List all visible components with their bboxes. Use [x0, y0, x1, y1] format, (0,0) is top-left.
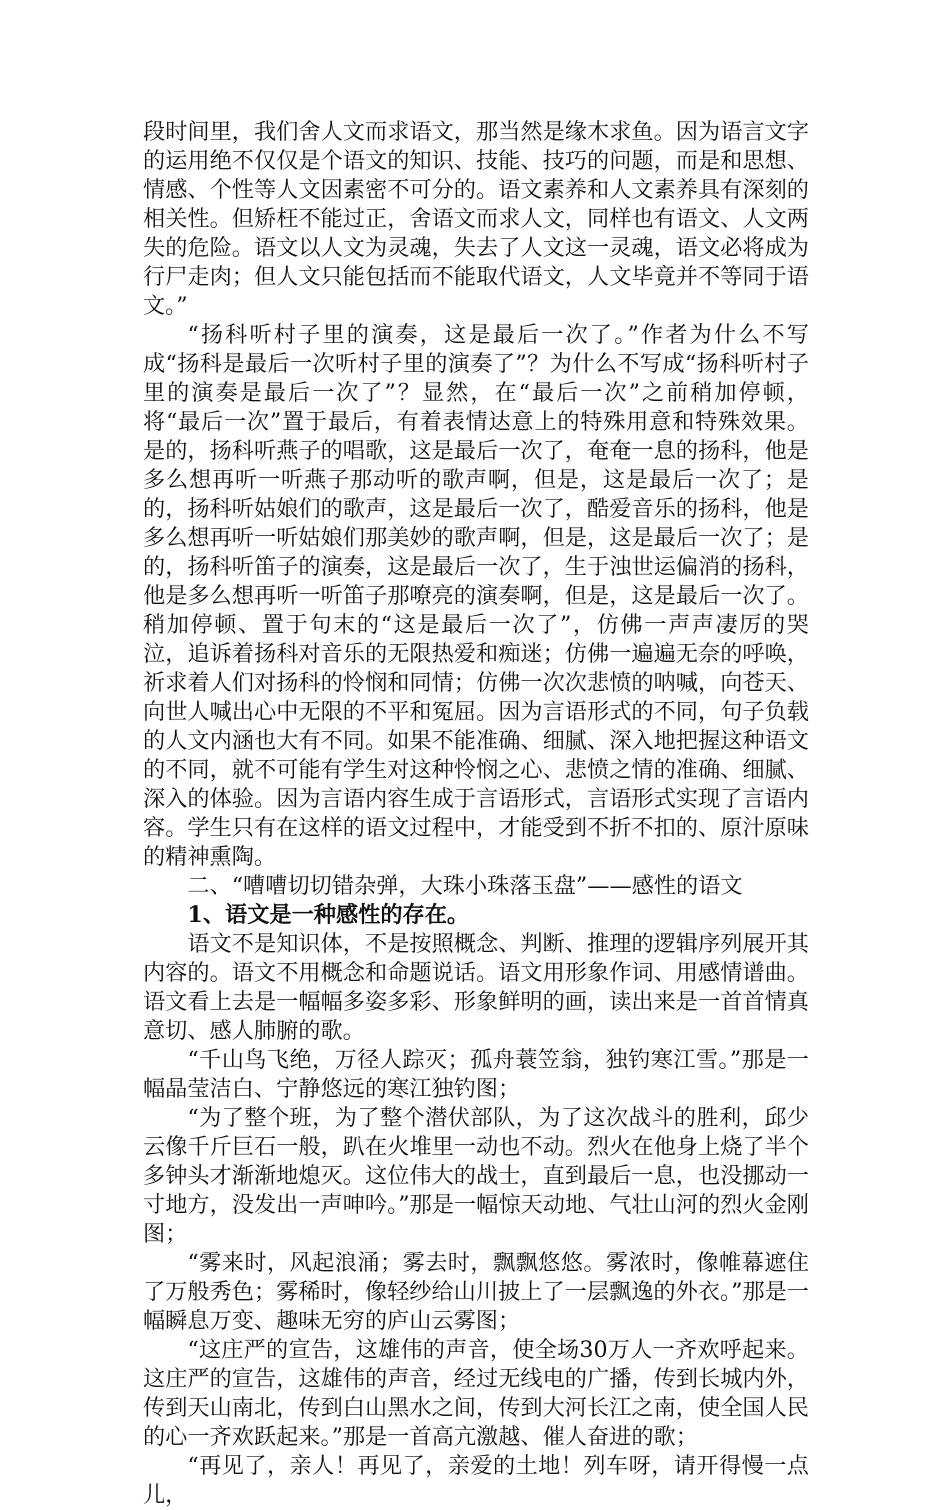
body-paragraph: “这庄严的宣告，这雄伟的声音，使全场30万人一齐欢呼起来。这庄严的宣告，这雄伟的声音，经过无线电的广播，传到长城内外，传到天山南北，传到白山黑水之间，传到大河长江之南，使全国人民的心一齐欢跃起来。”那是一首高亢激越、催人奋进的歌； [143, 1337, 809, 1450]
body-paragraph: “千山鸟飞绝，万径人踪灭；孤舟蓑笠翁，独钓寒江雪。”那是一幅晶莹洁白、宁静悠远的寒江独钓图； [143, 1047, 809, 1102]
body-paragraph: “为了整个班，为了整个潜伏部队，为了这次战斗的胜利，邱少云像千斤巨石一般，趴在火堆里一动也不动。烈火在他身上烧了半个多钟头才渐渐地熄灭。这位伟大的战士，直到最后一息，也没挪动一寸地方，没发出一声呻吟。”那是一幅惊天动地、气壮山河的烈火金刚图； [143, 1105, 809, 1247]
body-paragraph: “再见了，亲人！再见了，亲爱的土地！列车呀，请开得慢一点儿， [143, 1453, 809, 1508]
body-paragraph: “雾来时，风起浪涌；雾去时，飘飘悠悠。雾浓时，像帷幕遮住了万般秀色；雾稀时，像轻纱给山川披上了一层飘逸的外衣。”那是一幅瞬息万变、趣味无穷的庐山云雾图； [143, 1250, 809, 1334]
body-paragraph: 语文不是知识体，不是按照概念、判断、推理的逻辑序列展开其内容的。语文不用概念和命题说话。语文用形象作词、用感情谱曲。语文看上去是一幅幅多姿多彩、形象鲜明的画，读出来是一首首情真意切、感人肺腑的歌。 [143, 931, 809, 1044]
section-heading: 二、“嘈嘈切切错杂弹，大珠小珠落玉盘”——感性的语文 [187, 873, 743, 899]
body-paragraph: “扬科听村子里的演奏，这是最后一次了。”作者为什么不写成“扬科是最后一次听村子里的演奏了”？为什么不写成“扬科听村子里的演奏是最后一次了”？显然，在“最后一次”之前稍加停顿，将“最后一次”置于最后，有着表情达意上的特殊用意和特殊效果。是的，扬科听燕子的唱歌，这是最后一次了，奄奄一息的扬科，他是多么想再听一听燕子那动听的歌声啊，但是，这是最后一次了；是的，扬科听姑娘们的歌声，这是最后一次了，酷爱音乐的扬科，他是多么想再听一听姑娘们那美妙的歌声啊，但是，这是最后一次了；是的，扬科听笛子的演奏，这是最后一次了，生于浊世运偏消的扬科，他是多么想再听一听笛子那嘹亮的演奏啊，但是，这是最后一次了。稍加停顿、置于句末的“这是最后一次了”，仿佛一声声凄厉的哭泣，追诉着扬科对音乐的无限热爱和痴迷；仿佛一遍遍无奈的呼唤，祈求着人们对扬科的怜悯和同情；仿佛一次次悲愤的呐喊，向苍天、向世人喊出心中无限的不平和冤屈。因为言语形式的不同，句子负载的人文内涵也大有不同。如果不能准确、细腻、深入地把握这种语文的不同，就不可能有学生对这种怜悯之心、悲愤之情的准确、细腻、深入的体验。因为言语内容生成于言语形式，言语形式实现了言语内容。学生只有在这样的语文过程中，才能受到不折不扣的、原汁原味的精神熏陶。 [143, 322, 809, 870]
subsection-heading: 1、语文是一种感性的存在。 [187, 902, 470, 928]
document-page [143, 118, 809, 1510]
body-paragraph: 段时间里，我们舍人文而求语文，那当然是缘木求鱼。因为语言文字的运用绝不仅仅是个语文的知识、技能、技巧的问题，而是和思想、情感、个性等人文因素密不可分的。语文素养和人文素养具有深刻的相关性。但矫枉不能过正，舍语文而求人文，同样也有语文、人文两失的危险。语文以人文为灵魂，失去了人文这一灵魂，语文必将成为行尸走肉；但人文只能包括而不能取代语文，人文毕竟并不等同于语文。” [143, 119, 809, 319]
